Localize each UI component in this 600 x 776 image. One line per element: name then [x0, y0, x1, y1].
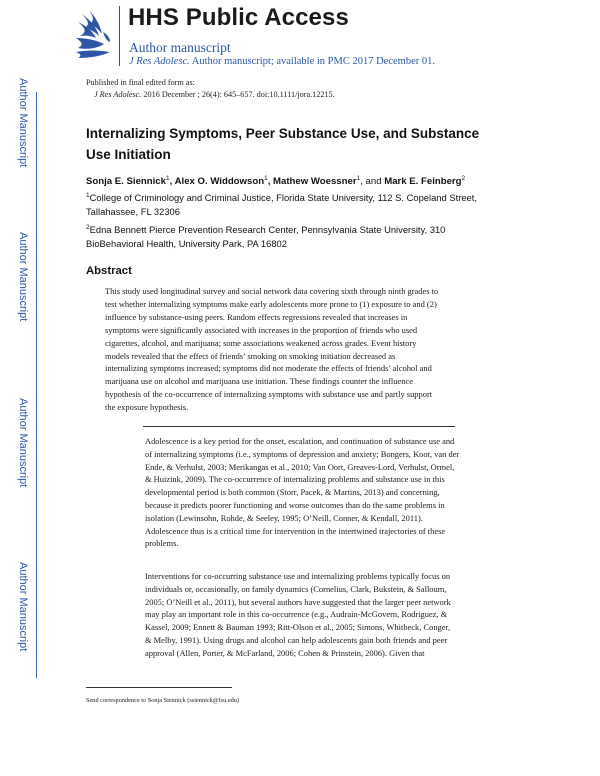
affiliation-line: [86, 223, 506, 237]
abstract-line: This study used longitudinal survey and social network data covering sixth through ninth grades to: [105, 286, 439, 296]
author-affiliation-mark: 2: [461, 174, 466, 182]
body-line: Ende, & Verhulst, 2003; Merikangas et al., 2010; Van Oort, Greaves-Lord, Verhulst, Ormel,: [145, 461, 455, 472]
affiliation-text: Edna Bennett Pierce Prevention Research Center, Pennsylvania State University, 310: [89, 224, 446, 235]
body-line: Adolescence is a key period for the onset, escalation, and continuation of substance use and: [145, 436, 455, 446]
margin-label-author-manuscript: Author Manuscript: [17, 398, 29, 488]
body-line: & Huizink, 2009). The co-occurrence of internalizing problems and substance use in this: [145, 474, 445, 485]
body-line: Adolescence thus is a critical time for intervention in the intertwined trajectories of these: [145, 525, 446, 536]
abstract-line: the exposure hypothesis.: [105, 402, 189, 413]
margin-label-author-manuscript: Author Manuscript: [17, 562, 29, 652]
journal-abbrev: J Res Adolesc.: [129, 56, 190, 67]
paper-title: Internalizing Symptoms, Peer Substance Use, and Substance Use Initiation: [86, 126, 480, 162]
author-list: [86, 176, 465, 187]
author-name: Mark E. Feinberg: [384, 176, 462, 187]
body-line: 2005; O’Neill et al., 2011), but several authors have suggested that the larger peer network: [145, 596, 451, 607]
author-separator: , and: [360, 176, 385, 187]
abstract-line: internalizing symptoms increased; symptoms did not moderate the effects of friends’ alcohol and: [105, 363, 432, 374]
citation-details: 2016 December ; 26(4): 645–657. doi:10.1111/jora.12215.: [141, 90, 335, 99]
affiliation-text: College of Criminology and Criminal Justice, Florida State University, 112 S. Copeland Street,: [89, 192, 477, 203]
footnote-divider: [86, 687, 232, 688]
author-name: Mathew Woessner: [273, 176, 357, 187]
abstract-heading: Abstract: [86, 265, 132, 277]
abstract-line: influence by substance-using peers. Random effects regressions revealed that increases in: [105, 311, 408, 322]
section-divider: [143, 426, 455, 427]
header-divider: [119, 6, 120, 66]
availability-line: [129, 56, 435, 67]
body-line: Interventions for co-occurring substance use and internalizing problems typically focus on: [145, 571, 451, 581]
author-affiliation-mark: 1: [165, 174, 170, 182]
body-line: isolation (Lewinsohn, Rohde, & Seeley, 1995; O’Neill, Conner, & Kendall, 2011).: [145, 512, 423, 523]
body-line: problems.: [145, 538, 179, 549]
abstract-body: [105, 285, 511, 414]
author-name: Sonja E. Siennick: [86, 176, 166, 187]
citation: [94, 90, 335, 99]
affiliation-1: [86, 191, 506, 219]
abstract-line: cigarettes, alcohol, and marijuana; some associations weakened across grades. Event history: [105, 337, 417, 348]
body-paragraph-2: [145, 570, 521, 660]
margin-label-author-manuscript: Author Manuscript: [17, 78, 29, 168]
author-separator: ,: [169, 176, 175, 187]
body-line: developmental period is both common (Storr, Pacek, & Martins, 2013) and concerning,: [145, 487, 440, 498]
citation-journal: J Res Adolesc.: [94, 90, 142, 99]
abstract-line: marijuana use on alcohol and marijuana use initiation. These findings counter the influence: [105, 376, 413, 387]
body-line: of internalizing symptoms (i.e., symptoms of depression and anxiety; Bongers, Koot, van der: [145, 448, 460, 459]
correspondence-footnote: Send correspondence to Sonja Siennick (ssiennick@fsu.edu): [86, 697, 240, 704]
author-name: Alex O. Widdowson: [174, 176, 265, 187]
body-line: approval (Allen, Porter, & McFarland, 2006; Cohen & Prinstein, 2006). Given that: [145, 647, 425, 658]
affiliation-line: [86, 191, 506, 205]
availability-text: Author manuscript; available in PMC 2017 December 01.: [189, 56, 435, 67]
affiliation-2: [86, 223, 506, 251]
abstract-line: symptoms were significantly associated with increases in the proportion of friends who used: [105, 324, 418, 335]
margin-label-author-manuscript: Author Manuscript: [17, 232, 29, 322]
author-affiliation-mark: 1: [356, 174, 361, 182]
published-label: Published in final edited form as:: [86, 78, 195, 87]
hhs-title: HHS Public Access: [128, 4, 349, 31]
body-line: Kassel, 2009; Ennett & Bauman 1993; Ritt-Olson et al., 2005; Simons, Whitbeck, Conger,: [145, 622, 451, 633]
body-paragraph-1: [145, 435, 521, 550]
hhs-eagle-logo: [72, 8, 116, 64]
affiliation-line: BioBehavioral Health, University Park, PA 16802: [86, 238, 287, 249]
margin-rule: [36, 92, 37, 678]
abstract-line: models revealed that the effect of friends’ smoking on smoking initiation decreased as: [105, 350, 396, 361]
affiliation-mark: 1: [86, 191, 90, 199]
body-line: because it predicts poorer functioning and worse outcomes than do the same problems in: [145, 499, 445, 510]
abstract-line: test whether internalizing symptoms make early adolescents more prone to (1) exposure to and (2): [105, 298, 437, 309]
affiliation-mark: 2: [86, 223, 90, 231]
affiliation-line: Tallahassee, FL 32306: [86, 206, 180, 217]
author-manuscript-label: Author manuscript: [129, 40, 231, 55]
body-line: & Melby, 1991). Using drugs and alcohol can help adolescents gain both friends and peer: [145, 634, 448, 645]
abstract-line: hypothesis of the co-occurrence of internalizing symptoms with substance use and partly support: [105, 389, 433, 400]
body-line: individuals or, occasionally, on family dynamics (Cornelius, Clark, Bukstein, & Salloum,: [145, 583, 447, 594]
body-line: may play an important role in this co-occurrence (e.g., Audrain-McGovern, Rodriguez, &: [145, 609, 448, 620]
author-separator: ,: [267, 176, 274, 187]
author-affiliation-mark: 1: [264, 174, 268, 182]
